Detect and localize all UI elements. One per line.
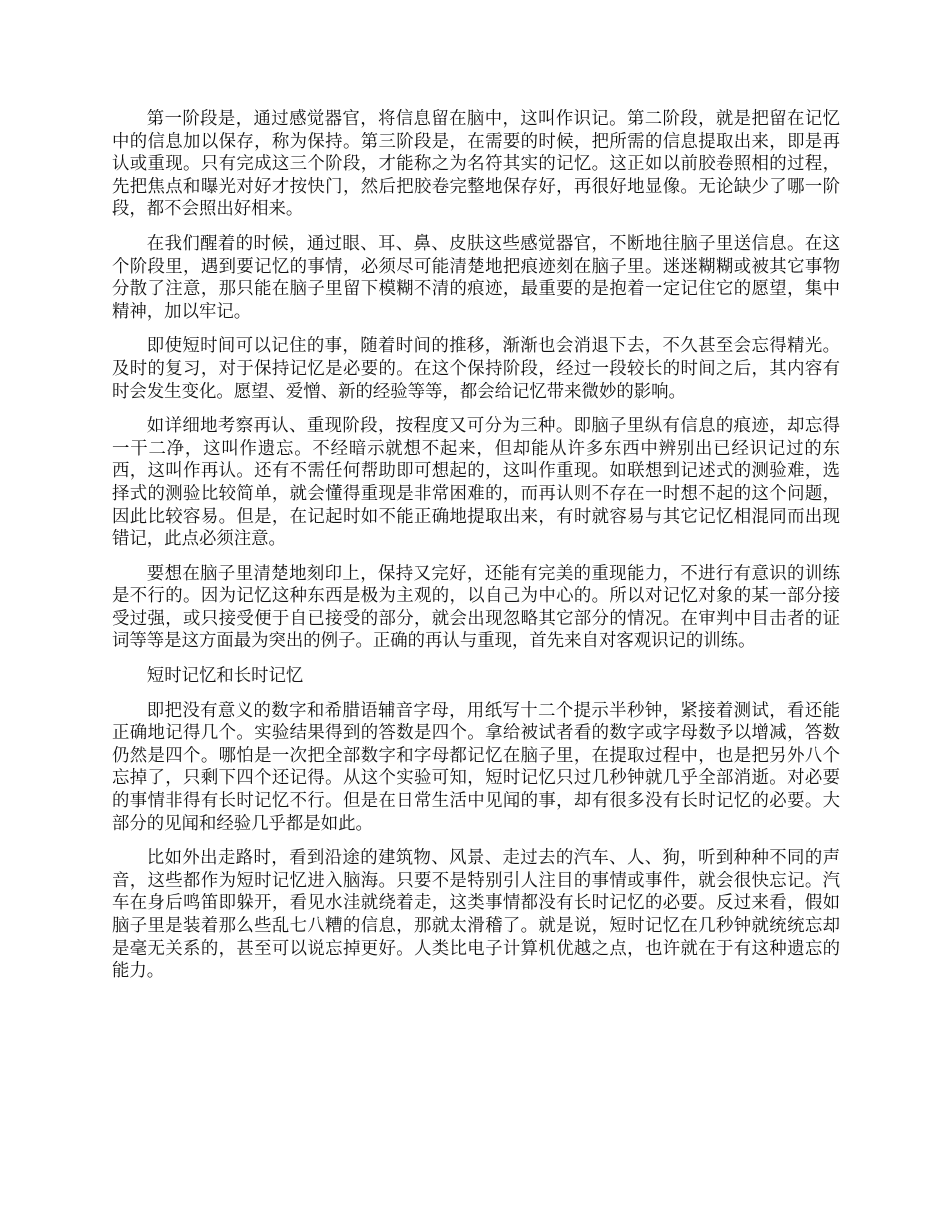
paragraph-experiment: 即把没有意义的数字和希腊语辅音字母，用纸写十二个提示半秒钟，紧接着测试，看还能正确地记得几个。实验结果得到的答数是四个。拿给被试者看的数字或字母数予以增减，答数仍然是四个。哪怕是一次把全部数字和字母都记忆在脑子里，在提取过程中，也是把另外八个忘掉了，只剩下四个还记得。从这个实验可知，短时记忆只过几秒钟就几乎全部消逝。对必要的事情非得有长时记忆不行。但是在日常生活中见闻的事，却有很多没有长时记忆的必要。大部分的见闻和经验几乎都是如此。: [112, 700, 840, 834]
paragraph-training: 要想在脑子里清楚地刻印上，保持又完好，还能有完美的重现能力，不进行有意识的训练是不行的。因为记忆这种东西是极为主观的，以自己为中心的。所以对记忆对象的某一部分接受过强，或只接受便于自已接受的部分，就会出现忽略其它部分的情况。在审判中目击者的证词等等是这方面最为突出的例子。正确的再认与重现，首先来自对客观识记的训练。: [112, 563, 840, 652]
paragraph-recall: 如详细地考察再认、重现阶段，按程度又可分为三种。即脑子里纵有信息的痕迹，却忘得一干二净，这叫作遗忘。不经暗示就想不起来，但却能从许多东西中辨别出已经识记过的东西，这叫作再认。还有不需任何帮助即可想起的，这叫作重现。如联想到记述式的测验难，选择式的测验比较简单，就会懂得重现是非常困难的，而再认则不存在一时想不起的这个问题，因此比较容易。但是，在记起时如不能正确地提取出来，有时就容易与其它记忆相混同而出现错记，此点必须注意。: [112, 416, 840, 550]
section-heading: 短时记忆和长时记忆: [146, 666, 304, 687]
paragraph-stages: 第一阶段是，通过感觉器官，将信息留在脑中，这叫作识记。第二阶段，就是把留在记忆中的信息加以保存，称为保持。第三阶段是，在需要的时候，把所需的信息提取出来，即是再认或重现。只有完成这三个阶段，才能称之为名符其实的记忆。这正如以前胶卷照相的过程，先把焦点和曝光对好才按快门，然后把胶卷完整地保存好，再很好地显像。无论缺少了哪一阶段，都不会照出好相来。: [112, 109, 840, 220]
paragraph-forgetting: 比如外出走路时，看到沿途的建筑物、风景、走过去的汽车、人、狗，听到种种不同的声音，这些都作为短时记忆进入脑海。只要不是特别引人注目的事情或事件，就会很快忘记。汽车在身后鸣笛即躲开，看见水洼就绕着走，这类事情都没有长时记忆的必要。反过来看，假如脑子里是装着那么些乱七八糟的信息，那就太滑稽了。就是说，短时记忆在几秒钟就统统忘却是毫无关系的，甚至可以说忘掉更好。人类比电子计算机优越之点，也许就在于有这种遗忘的能力。: [112, 848, 840, 982]
document-page: [112, 108, 840, 995]
paragraph-retention: 即使短时间可以记住的事，随着时间的推移，渐渐也会消退下去，不久甚至会忘得精光。及时的复习，对于保持记忆是必要的。在这个保持阶段，经过一段较长的时间之后，其内容有时会发生变化。愿望、爱憎、新的经验等等，都会给记忆带来微妙的影响。: [112, 336, 840, 402]
paragraph-encoding: 在我们醒着的时候，通过眼、耳、鼻、皮肤这些感觉器官，不断地往脑子里送信息。在这个阶段里，遇到要记忆的事情，必须尽可能清楚地把痕迹刻在脑子里。迷迷糊糊或被其它事物分散了注意，那只能在脑子里留下模糊不清的痕迹，最重要的是抱着一定记住它的愿望，集中精神，加以牢记。: [112, 233, 840, 322]
